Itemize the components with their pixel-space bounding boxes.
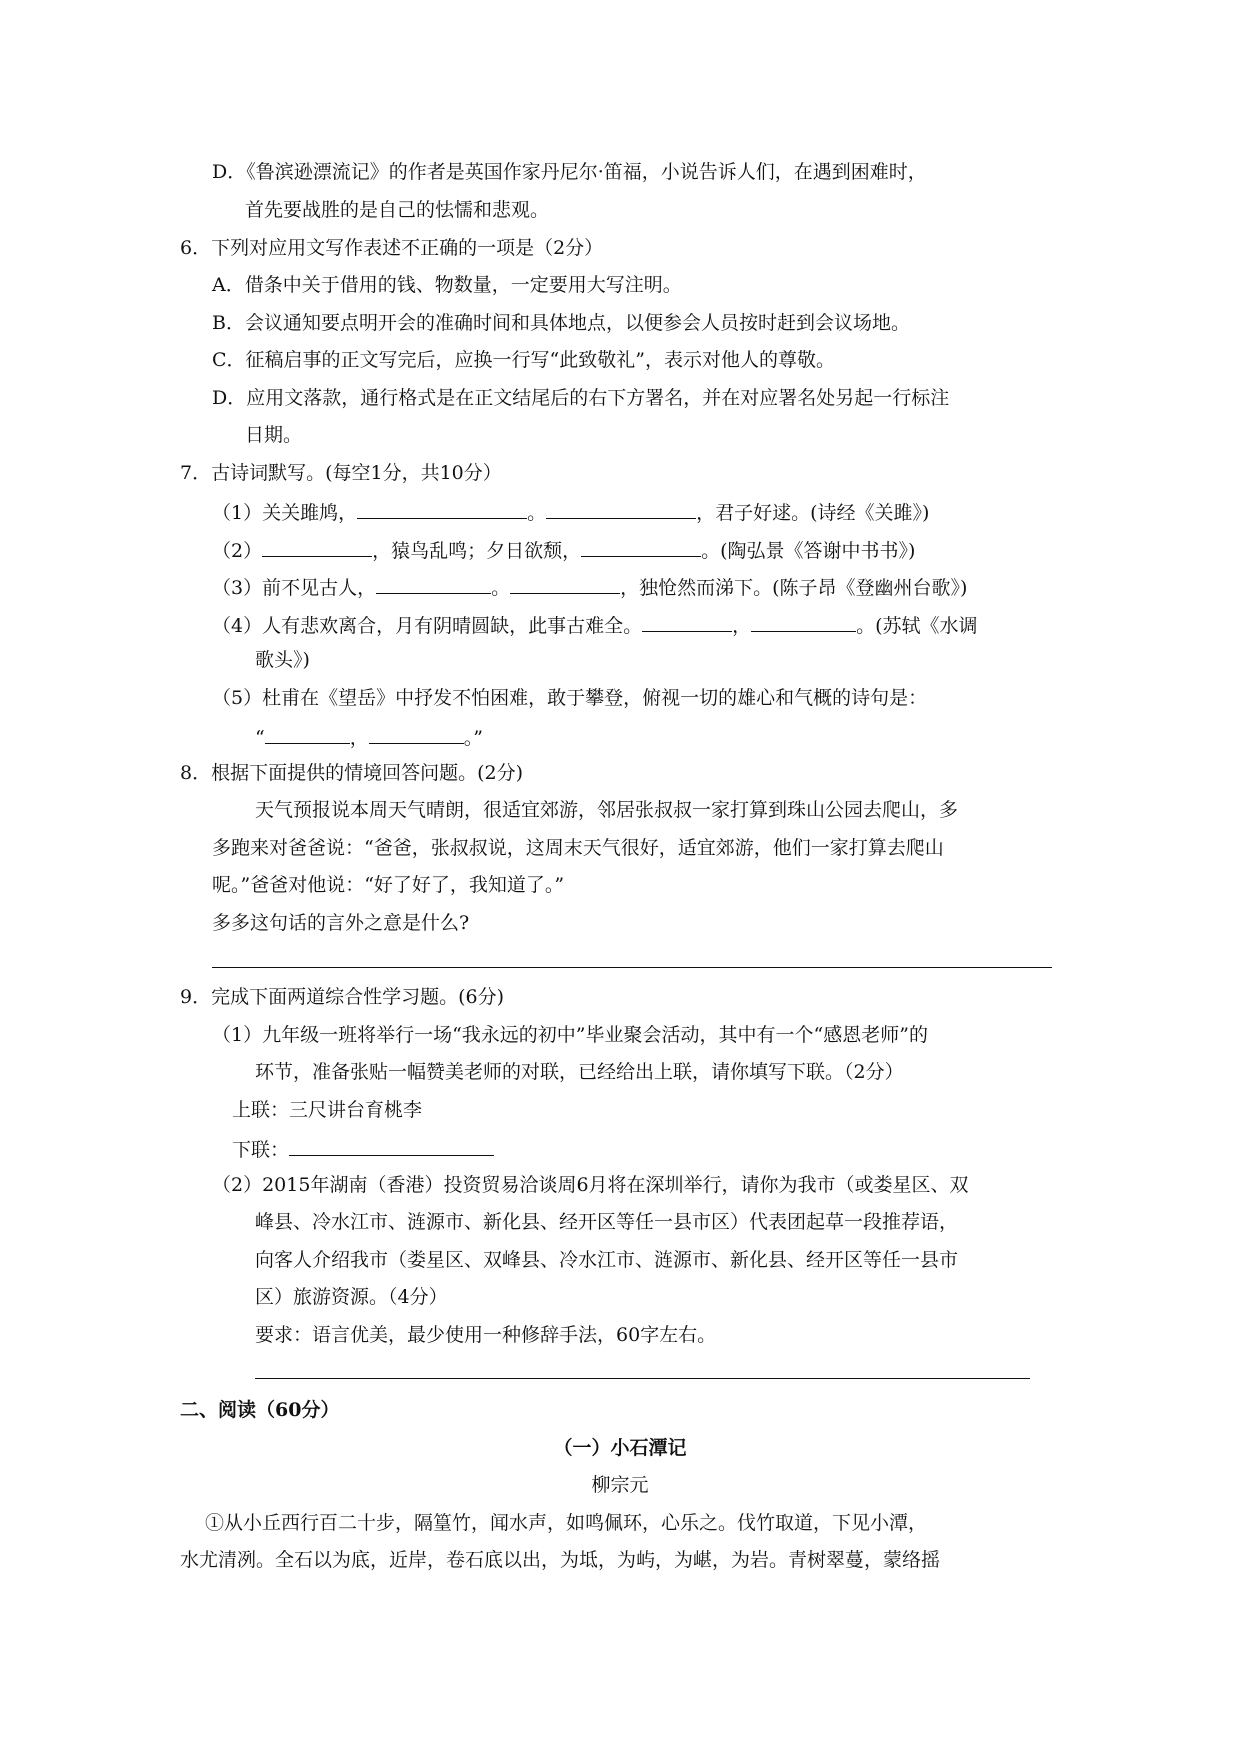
q8-stem: 8．根据下面提供的情境回答问题。(2分): [180, 762, 524, 784]
q9-item-2-line2: 峰县、冷水江市、涟源市、新化县、经开区等任一县市区）代表团起草一段推荐语，: [255, 1211, 959, 1233]
q6-option-d-line2: 日期。: [245, 424, 303, 446]
q7-item-5-line2: [255, 721, 483, 749]
passage-paragraph-1-line1: ①从小丘西行百二十步，隔篁竹，闻水声，如鸣佩环，心乐之。伐竹取道，下见小潭，: [205, 1512, 928, 1534]
q8-passage-line2: 多跑来对爸爸说：“爸爸，张叔叔说，这周末天气很好，适宜郊游，他们一家打算去爬山: [212, 837, 944, 859]
q9-item-1-line1: （1）九年级一班将举行一场“我永远的初中”毕业聚会活动，其中有一个“感恩老师”的: [212, 1024, 928, 1046]
passage-paragraph-1-line2: 水尤清冽。全石以为底，近岸，卷石底以出，为坻，为屿，为嵁，为岩。青树翠蔓，蒙络摇: [180, 1549, 941, 1571]
q7-item-2-text-b: ，猿鸟乱鸣；夕日欲颓，: [372, 540, 582, 562]
q8-answer-line[interactable]: [212, 967, 1052, 968]
q7-item-1-text-b: 。: [527, 502, 547, 524]
q8-passage-line3: 呢。”爸爸对他说：“好了好了，我知道了。”: [212, 874, 565, 896]
q7-item-4-text-c: 。(苏轼《水调: [856, 615, 978, 637]
q7-blank-3[interactable]: [262, 534, 372, 557]
q7-item-2-text-a: （2）: [212, 540, 263, 562]
q7-blank-1[interactable]: [357, 496, 527, 519]
q7-blank-7[interactable]: [642, 609, 732, 632]
q7-item-5-text-a: “: [255, 727, 265, 749]
q7-blank-10[interactable]: [369, 721, 464, 744]
q8-passage-line1: 天气预报说本周天气晴朗，很适宜郊游，邻居张叔叔一家打算到珠山公园去爬山，多: [255, 799, 959, 821]
q7-blank-9[interactable]: [265, 721, 350, 744]
q9-upper-couplet: 上联：三尺讲台育桃李: [232, 1099, 423, 1121]
q7-blank-2[interactable]: [546, 496, 696, 519]
q7-item-4-line2: 歌头》): [255, 649, 310, 671]
q9-item-1-line2: 环节，准备张贴一幅赞美老师的对联，已经给出上联，请你填写下联。（2分）: [255, 1061, 904, 1083]
q9-item-2-line3: 向客人介绍我市（娄星区、双峰县、冷水江市、涟源市、新化县、经开区等任一县市: [255, 1249, 959, 1271]
q8-question: 多多这句话的言外之意是什么?: [212, 912, 470, 934]
q7-item-4: [212, 609, 978, 637]
q9-lower-couplet: [232, 1133, 494, 1161]
q7-blank-4[interactable]: [581, 534, 701, 557]
q7-item-3-text-b: 。: [491, 577, 511, 599]
q9-item-2-requirement: 要求：语言优美，最少使用一种修辞手法，60字左右。: [255, 1324, 717, 1346]
q6-option-b: B．会议通知要点明开会的准确时间和具体地点，以便参会人员按时赶到会议场地。: [212, 312, 910, 334]
q7-stem: 7．古诗词默写。(每空1分，共10分）: [180, 462, 502, 484]
q7-item-3: [212, 571, 967, 599]
passage-title: （一）小石潭记: [553, 1437, 687, 1459]
q5-option-d-line2: 首先要战胜的是自己的怯懦和悲观。: [245, 199, 550, 221]
q9-lower-couplet-blank[interactable]: [289, 1133, 494, 1156]
q7-item-1-text-a: （1）关关雎鸠，: [212, 502, 358, 524]
q7-item-4-text-b: ，: [732, 615, 752, 637]
q6-option-d-line1: D．应用文落款，通行格式是在正文结尾后的右下方署名，并在对应署名处另起一行标注: [212, 387, 950, 409]
q7-item-1-text-c: ，君子好逑。(诗经《关雎》): [696, 502, 930, 524]
q6-option-a: A．借条中关于借用的钱、物数量，一定要用大写注明。: [212, 274, 682, 296]
q7-item-5-text-b: ，: [349, 727, 369, 749]
q7-item-5-text-c: 。”: [463, 727, 483, 749]
section-2-heading: 二、阅读（60分）: [180, 1399, 340, 1421]
q9-stem: 9．完成下面两道综合性学习题。(6分): [180, 986, 505, 1008]
q7-item-1: [212, 496, 929, 524]
q7-blank-8[interactable]: [751, 609, 856, 632]
q9-answer-line[interactable]: [255, 1378, 1030, 1379]
q7-item-5-line1: （5）杜甫在《望岳》中抒发不怕困难，敢于攀登，俯视一切的雄心和气概的诗句是：: [212, 687, 928, 709]
q7-item-2-text-c: 。(陶弘景《答谢中书书》): [701, 540, 916, 562]
q7-item-2: [212, 534, 915, 562]
passage-author: 柳宗元: [591, 1474, 649, 1496]
q9-item-2-line1: （2）2015年湖南（香港）投资贸易洽谈周6月将在深圳举行，请你为我市（或娄星区、双: [212, 1174, 969, 1196]
q5-option-d-line1: D．《鲁滨逊漂流记》的作者是英国作家丹尼尔·笛福，小说告诉人们，在遇到困难时，: [212, 161, 927, 183]
q9-lower-couplet-label: 下联：: [232, 1139, 290, 1161]
q7-blank-5[interactable]: [376, 571, 491, 594]
q7-blank-6[interactable]: [510, 571, 620, 594]
q7-item-3-text-a: （3）前不见古人，: [212, 577, 377, 599]
q7-item-3-text-c: ，独怆然而涕下。(陈子昂《登幽州台歌》): [620, 577, 968, 599]
q7-item-4-text-a: （4）人有悲欢离合，月有阴晴圆缺，此事古难全。: [212, 615, 643, 637]
q9-item-2-line4: 区）旅游资源。（4分）: [255, 1286, 448, 1308]
q6-stem: 6．下列对应用文写作表述不正确的一项是（2分）: [180, 237, 604, 259]
q6-option-c: C．征稿启事的正文写完后，应换一行写“此致敬礼”，表示对他人的尊敬。: [212, 349, 835, 371]
